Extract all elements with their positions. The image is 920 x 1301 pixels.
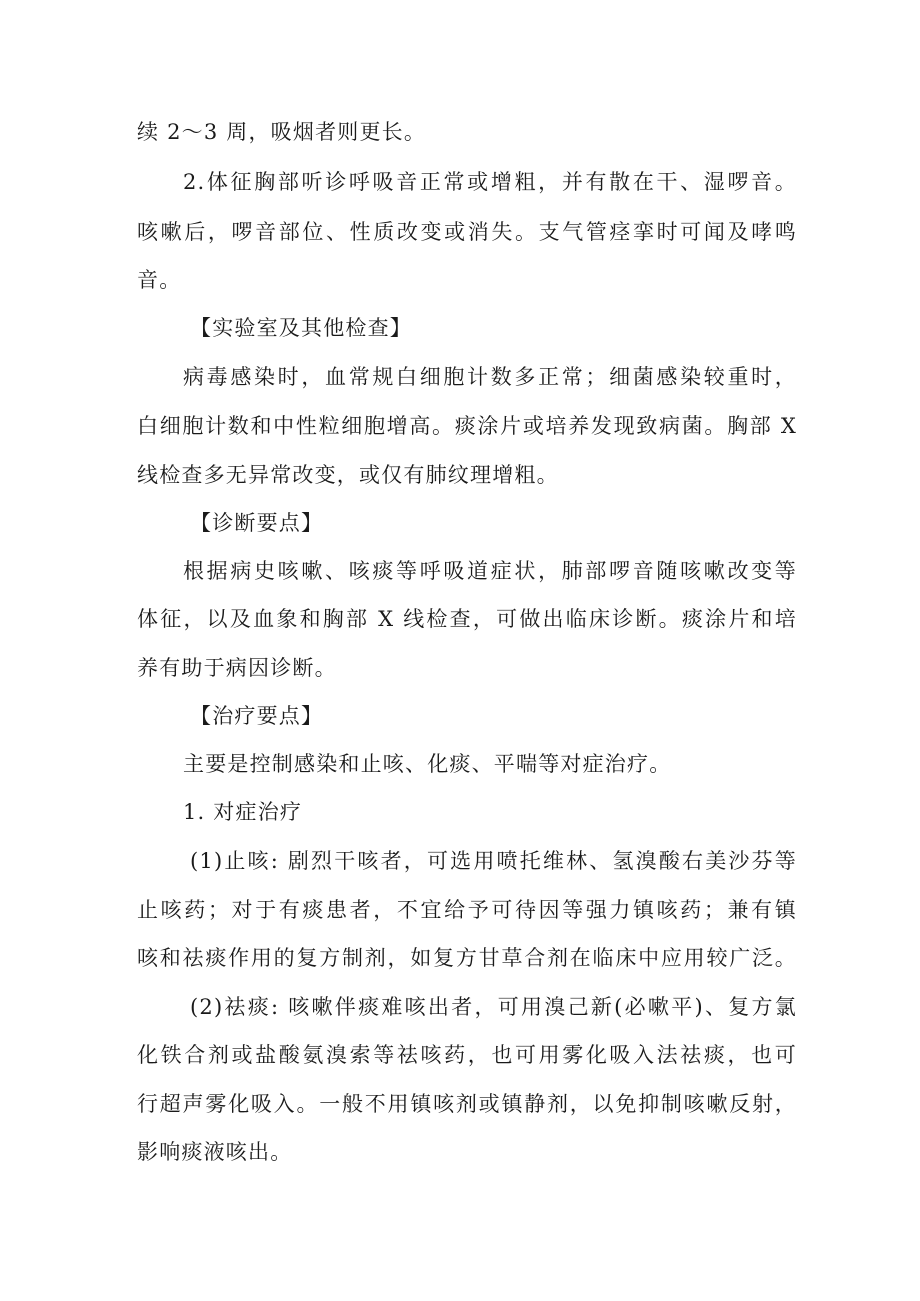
section-heading: 【诊断要点】 [190,511,324,535]
text-line: 白细胞计数和中性粒细胞增高。痰涂片或培养发现致病菌。胸部 X [137,414,797,438]
text-line: (2)祛痰: 咳嗽伴痰难咳出者，可用溴己新(必嗽平)、复方氯 [190,995,797,1019]
text-line: 养有助于病因诊断。 [137,656,337,680]
text-line: 化铁合剂或盐酸氨溴索等祛咳药，也可用雾化吸入法祛痰，也可 [137,1043,797,1067]
text-line: 线检查多无异常改变，或仅有肺纹理增粗。 [137,463,559,487]
section-heading: 【治疗要点】 [190,704,324,728]
text-line: 续 2～3 周，吸烟者则更长。 [137,120,427,144]
text-line: 体征，以及血象和胸部 X 线检查，可做出临床诊断。痰涂片和培 [137,607,797,631]
text-line: 行超声雾化吸入。一般不用镇咳剂或镇静剂，以免抑制咳嗽反射， [137,1092,797,1116]
text-line: 咳和祛痰作用的复方制剂，如复方甘草合剂在临床中应用较广泛。 [137,946,797,970]
text-line: 根据病史咳嗽、咳痰等呼吸道症状，肺部啰音随咳嗽改变等 [183,559,797,583]
text-line: 病毒感染时，血常规白细胞计数多正常；细菌感染较重时， [183,365,797,389]
subsection-heading: 1. 对症治疗 [183,800,303,824]
text-line: 影响痰液咳出。 [137,1140,293,1164]
text-line: 音。 [137,268,182,292]
section-heading: 【实验室及其他检查】 [190,316,412,340]
text-line: 2.体征胸部听诊呼吸音正常或增粗，并有散在干、湿啰音。 [183,170,797,194]
text-line: 主要是控制感染和止咳、化痰、平喘等对症治疗。 [183,752,672,776]
text-line: (1)止咳: 剧烈干咳者，可选用喷托维林、氢溴酸右美沙芬等 [190,849,797,873]
text-line: 咳嗽后，啰音部位、性质改变或消失。支气管痉挛时可闻及哮鸣 [137,220,797,244]
text-line: 止咳药；对于有痰患者，不宜给予可待因等强力镇咳药；兼有镇 [137,898,797,922]
